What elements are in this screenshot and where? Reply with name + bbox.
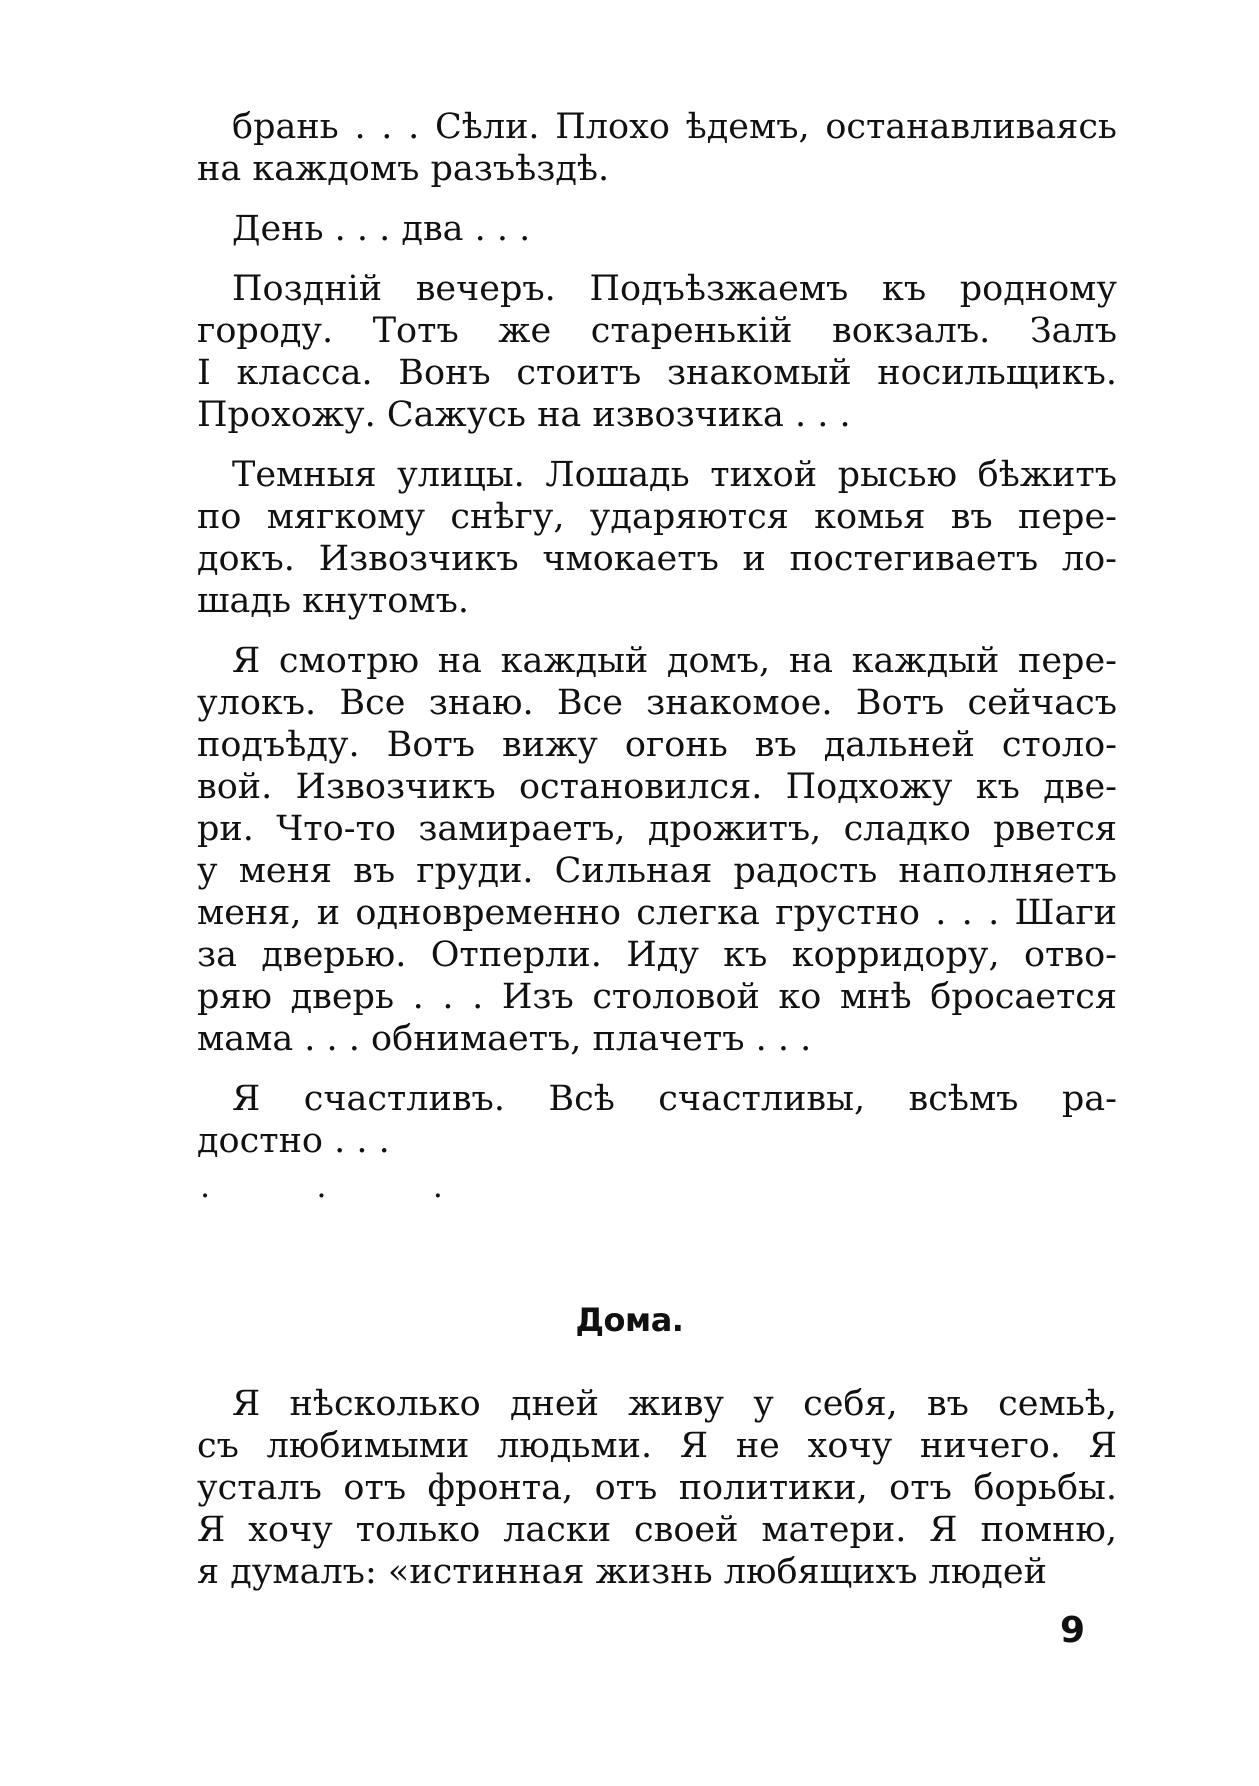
- text-line: на каждомъ разъѣздѣ.: [197, 149, 610, 189]
- paragraph: [197, 268, 1117, 436]
- text-line: I класса. Вонъ стоитъ знакомый носильщикъ.: [197, 353, 1117, 393]
- text-line: ри. Что-то замираетъ, дрожитъ, сладко рвется: [197, 809, 1117, 849]
- paragraph: [197, 1078, 1117, 1162]
- section-heading: Дома.: [575, 1301, 684, 1339]
- paragraph: [197, 1383, 1117, 1593]
- text-line: у меня въ груди. Сильная радость наполняетъ: [197, 851, 1117, 891]
- page-number: 9: [1060, 1610, 1086, 1651]
- text-line: по мягкому снѣгу, ударяются комья въ пере-: [197, 497, 1117, 537]
- text-line: Прохожу. Сажусь на извозчика . . .: [197, 395, 851, 435]
- body-text-top: [197, 106, 1117, 1162]
- text-line: городу. Тотъ же старенькій вокзалъ. Залъ: [197, 311, 1117, 351]
- text-line: за дверью. Отперли. Иду къ корридору, отво-: [197, 935, 1117, 975]
- text-line: вой. Извозчикъ остановился. Подхожу къ две-: [197, 767, 1117, 807]
- text-line: меня, и одновременно слегка грустно . . . Шаги: [197, 893, 1117, 933]
- paragraph: [197, 454, 1117, 622]
- paragraph-gap: [197, 250, 1117, 268]
- paragraph-gap: [197, 622, 1117, 640]
- text-line: Поздній вечеръ. Подъѣзжаемъ къ родному: [232, 269, 1117, 309]
- text-line: я думалъ: «истинная жизнь любящихъ людей: [197, 1552, 1047, 1592]
- paragraph: [197, 208, 1117, 250]
- paragraph: [197, 640, 1117, 1060]
- text-line: докъ. Извозчикъ чмокаетъ и постегиваетъ ло-: [197, 539, 1117, 579]
- text-line: Я хочу только ласки своей матери. Я помню,: [197, 1510, 1117, 1550]
- text-line: брань . . . Сѣли. Плохо ѣдемъ, останавливаясь: [232, 107, 1117, 147]
- section-break-dots: . . .: [200, 1167, 491, 1205]
- paragraph-gap: [197, 190, 1117, 208]
- body-text-bottom: [197, 1383, 1117, 1593]
- text-line: съ любимыми людьми. Я не хочу ничего. Я: [197, 1426, 1117, 1466]
- text-line: Я нѣсколько дней живу у себя, въ семьѣ,: [232, 1384, 1117, 1424]
- text-line: Я счастливъ. Всѣ счастливы, всѣмъ ра-: [232, 1079, 1117, 1119]
- text-line: усталъ отъ фронта, отъ политики, отъ борьбы.: [197, 1468, 1117, 1508]
- paragraph-gap: [197, 1060, 1117, 1078]
- text-line: ряю дверь . . . Изъ столовой ко мнѣ бросается: [197, 977, 1117, 1017]
- text-line: достно . . .: [197, 1121, 390, 1161]
- text-line: Я смотрю на каждый домъ, на каждый пере-: [232, 641, 1117, 681]
- text-line: шадь кнутомъ.: [197, 581, 469, 621]
- text-line: День . . . два . . .: [232, 209, 531, 249]
- paragraph: [197, 106, 1117, 190]
- text-line: мама . . . обнимаетъ, плачетъ . . .: [197, 1019, 812, 1059]
- paragraph-gap: [197, 436, 1117, 454]
- text-line: подъѣду. Вотъ вижу огонь въ дальней столо-: [197, 725, 1117, 765]
- text-line: улокъ. Все знаю. Все знакомое. Вотъ сейчасъ: [197, 683, 1117, 723]
- text-line: Темныя улицы. Лошадь тихой рысью бѣжитъ: [232, 455, 1117, 495]
